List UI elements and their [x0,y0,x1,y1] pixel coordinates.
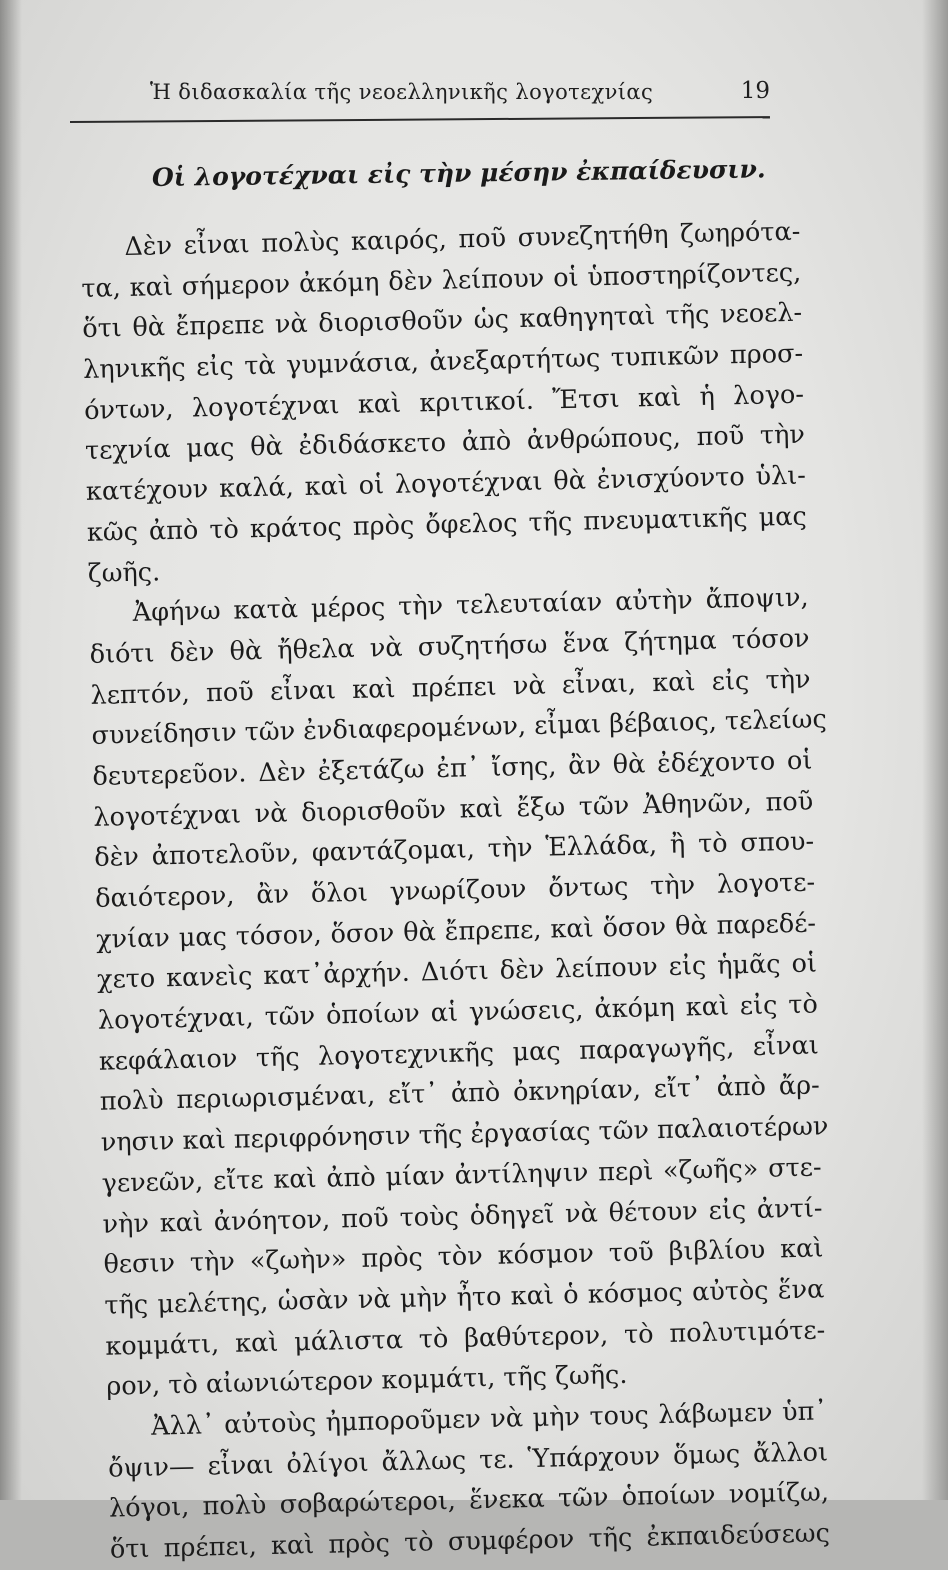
text-line: δὲν ἀποτελοῦν, φαντάζομαι, τὴν Ἑλλάδα, ἢ τὸ σπου- [93,826,815,874]
page-edge-shadow-left [0,0,22,1500]
text-line: ρον, τὸ αἰωνιώτερον κομμάτι, τῆς ζωῆς. [105,1360,628,1402]
text-line: ζωῆς. [87,556,161,589]
body-text [80,212,830,1570]
page-number: 19 [740,78,770,104]
text-line: τῆς μελέτης, ὡσὰν νὰ μὴν ἦτο καὶ ὁ κόσμος αὐτὸς ἕνα [104,1274,825,1321]
text-line: θεσιν τὴν «ζωὴν» πρὸς τὸν κόσμον τοῦ βιβλίου καὶ [103,1233,824,1280]
text-line: κομμάτι, καὶ μάλιστα τὸ βαθύτερον, τὸ πολυτιμότε- [105,1314,826,1362]
text-line: νὴν καὶ ἀνόητον, ποῦ τοὺς ὁδηγεῖ νὰ θέτουν εἰς ἀντί- [102,1192,823,1240]
text-line: ὄψιν— εἶναι ὀλίγοι ἄλλως τε. Ὑπάρχουν ὅμως ἄλλοι [107,1436,829,1484]
text-line: πολὺ περιωρισμέναι, εἴτ᾽ ἀπὸ ὀκνηρίαν, εἴτ᾽ ἀπὸ ἄρ- [99,1070,820,1118]
text-line: λόγοι, πολὺ σοβαρώτεροι, ἕνεκα τῶν ὁποίων νομίζω, [108,1477,830,1524]
text-line: δαιότερον, ἂν ὅλοι γνωρίζουν ὄντως τὴν λογοτε- [94,867,816,914]
text-line: νησιν καὶ περιφρόνησιν τῆς ἐργασίας τῶν παλαιοτέρων [100,1111,829,1158]
running-head [150,70,770,122]
text-line: Ἀφήνω κατὰ μέρος τὴν τελευταίαν αὐτὴν ἄποψιν, [132,582,809,629]
text-line: κῶς ἀπὸ τὸ κράτος πρὸς ὄφελος τῆς πνευματικῆς μας [86,501,808,548]
text-line: ληνικῆς εἰς τὰ γυμνάσια, ἀνεξαρτήτως τυπικῶν προσ- [82,338,804,386]
text-line: χετο κανεὶς κατ᾽ἀρχήν. Διότι δὲν λείπουν εἰς ἡμᾶς οἱ [96,948,818,996]
text-line: κατέχουν καλά, καὶ οἱ λογοτέχναι θὰ ἐνισχύοντο ὑλι- [85,460,807,508]
text-line: δευτερεῦον. Δὲν ἐξετάζω ἐπ᾽ ἴσης, ἂν θὰ ἐδέχοντο οἱ [92,745,813,792]
text-line: τα, καὶ σήμερον ἀκόμη δὲν λείπουν οἱ ὑποστηρίζοντες, [81,257,802,304]
text-line: τεχνία μας θὰ ἐδιδάσκετο ἀπὸ ἀνθρώπους, ποῦ τὴν [84,420,806,467]
text-line: λογοτέχναι, τῶν ὁποίων αἱ γνώσεις, ἀκόμη καὶ εἰς τὸ [97,989,819,1036]
text-line: γενεῶν, εἴτε καὶ ἀπὸ μίαν ἀντίληψιν περὶ «ζωῆς» στε- [101,1152,822,1199]
text-line: χνίαν μας τόσον, ὅσον θὰ ἔπρεπε, καὶ ὅσον θὰ παρεδέ- [95,908,817,955]
text-line: διότι δὲν θὰ ἤθελα νὰ συζητήσω ἕνα ζήτημα τόσον [89,623,810,670]
text-line: ὅτι πρέπει, καὶ πρὸς τὸ συμφέρον τῆς ἐκπαιδεύσεως [109,1518,831,1565]
text-line: ὅτι θὰ ἔπρεπε νὰ διορισθοῦν ὡς καθηγηταὶ τῆς νεοελ- [81,298,803,345]
text-line: λεπτόν, ποῦ εἶναι καὶ πρέπει νὰ εἶναι, καὶ εἰς τὴν [90,664,811,711]
text-line: Ἀλλ᾽ αὐτοὺς ἠμποροῦμεν νὰ μὴν τους λάβωμεν ὑπ᾽ [150,1396,828,1442]
page-edge-shadow-right [922,0,948,1500]
text-line: κεφάλαιον τῆς λογοτεχνικῆς μας παραγωγῆς, εἶναι [98,1030,820,1077]
text-line: Δὲν εἶναι πολὺς καιρός, ποῦ συνεζητήθη ζωηρότα- [124,216,801,262]
section-heading: Οἱ λογοτέχναι εἰς τὴν μέσην ἐκπαίδευσιν. [151,154,766,192]
running-head-title: Ἡ διδασκαλία τῆς νεοελληνικῆς λογοτεχνίας [150,80,654,104]
text-line: συνείδησιν τῶν ἐνδιαφερομένων, εἶμαι βέβαιος, τελείως [91,704,828,752]
text-line: λογοτέχναι νὰ διορισθοῦν καὶ ἔξω τῶν Ἀθηνῶν, ποῦ [93,786,814,833]
text-line: όντων, λογοτέχναι καὶ κριτικοί. Ἔτσι καὶ ἡ λογο- [83,379,805,426]
